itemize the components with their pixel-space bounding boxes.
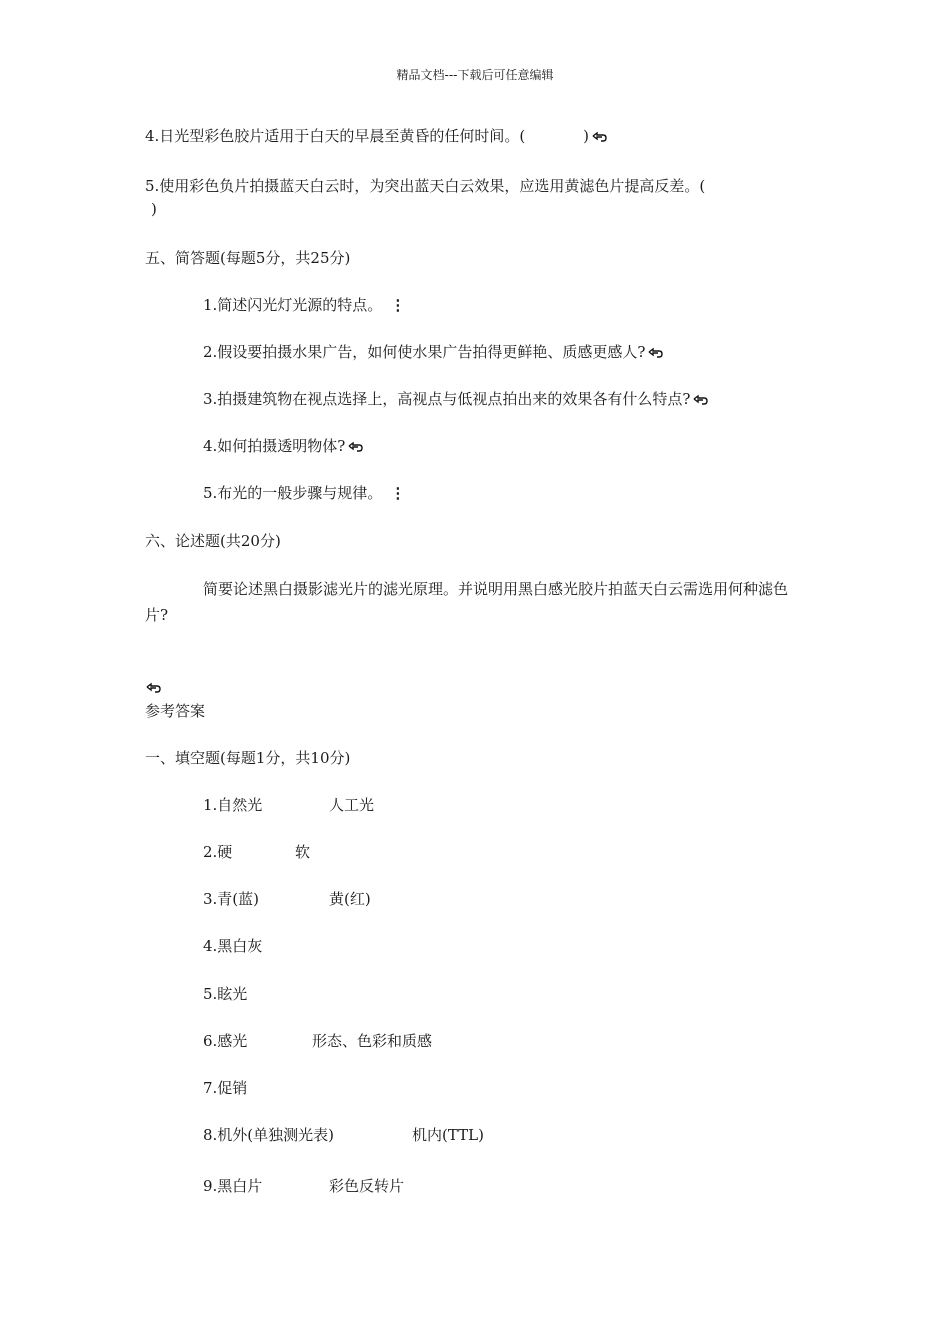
short-answer-5 <box>203 482 405 505</box>
vertical-ellipsis-icon: ⋮ <box>390 296 406 314</box>
section-5-title: 五、简答题(每题5分，共25分) <box>145 249 351 267</box>
vertical-ellipsis-icon: ⋮ <box>390 484 406 502</box>
tf-question-4-text: 4.日光型彩色胶片适用于白天的早晨至黄昏的任何时间。( <box>145 127 526 145</box>
answer-item-3: 3.青(蓝) <box>203 890 260 908</box>
return-arrow-icon <box>145 682 161 693</box>
answer-item-6: 6.感光 <box>203 1032 248 1050</box>
return-arrow-icon <box>647 347 663 358</box>
short-answer-3 <box>203 388 708 411</box>
answer-item-1-b: 人工光 <box>329 796 375 814</box>
short-answer-2-text: 2.假设要拍摄水果广告，如何使水果广告拍得更鲜艳、质感更感人? <box>203 343 646 361</box>
tf-question-5 <box>145 175 805 221</box>
answer-item-1-a: 1.自然光 <box>203 796 263 814</box>
short-answer-3-text: 3.拍摄建筑物在视点选择上，高视点与低视点拍出来的效果各有什么特点? <box>203 390 691 408</box>
short-answer-4 <box>203 435 363 458</box>
short-answer-1 <box>203 294 405 317</box>
answer-item-8-b: 机内(TTL) <box>412 1126 484 1144</box>
answer-item-9-b: 彩色反转片 <box>329 1177 405 1195</box>
short-answer-1-text: 1.简述闪光灯光源的特点。 <box>203 296 383 314</box>
answer-item-6-b: 形态、色彩和质感 <box>312 1032 433 1050</box>
answers-section-1-title: 一、填空题(每题1分，共10分) <box>145 749 351 767</box>
tf-question-4-close: ) <box>583 127 590 145</box>
short-answer-4-text: 4.如何拍摄透明物体? <box>203 437 346 455</box>
answer-item-2-b: 软 <box>295 843 311 861</box>
return-arrow-icon <box>347 441 363 452</box>
answer-item-4: 4.黑白灰 <box>203 937 263 955</box>
return-mark-line <box>145 676 161 699</box>
return-arrow-icon <box>591 131 607 142</box>
section-6-title: 六、论述题(共20分) <box>145 532 281 550</box>
answer-item-2: 2.硬 <box>203 843 233 861</box>
essay-question: 简要论述黑白摄影滤光片的滤光原理。并说明用黑白感光胶片拍蓝天白云需选用何种滤色片? <box>145 580 789 624</box>
answer-item-8: 8.机外(单独测光表) <box>203 1126 335 1144</box>
page-header: 精品文档---下载后可任意编辑 <box>396 68 554 82</box>
answer-item-7: 7.促销 <box>203 1079 248 1097</box>
return-arrow-icon <box>692 394 708 405</box>
answer-item-5: 5.眩光 <box>203 985 248 1003</box>
answer-item-1 <box>203 794 262 817</box>
tf-question-4 <box>145 125 607 148</box>
answer-item-9: 9.黑白片 <box>203 1177 263 1195</box>
short-answer-2 <box>203 341 663 364</box>
tf-question-5-text: 5.使用彩色负片拍摄蓝天白云时，为突出蓝天白云效果，应选用黄滤色片提高反差。( <box>145 177 706 195</box>
short-answer-5-text: 5.布光的一般步骤与规律。 <box>203 484 383 502</box>
answers-title: 参考答案 <box>145 702 206 720</box>
tf-question-5-close: ) <box>151 200 157 218</box>
answer-item-3-b: 黄(红) <box>329 890 371 908</box>
